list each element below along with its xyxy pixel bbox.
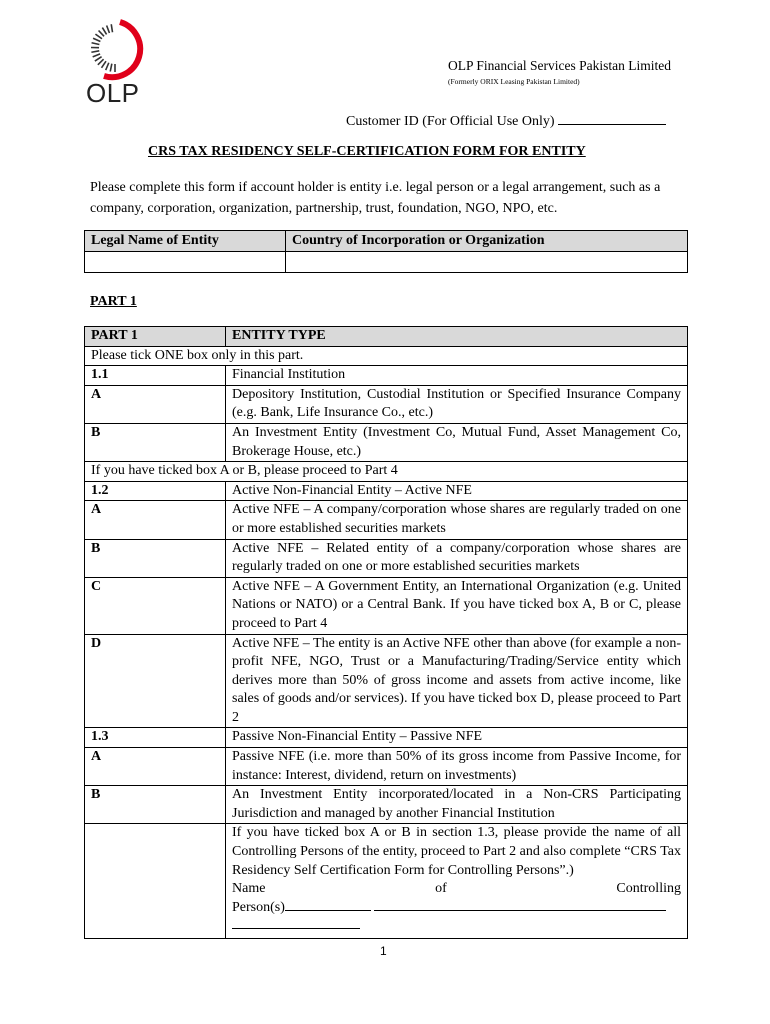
persons-blank-1[interactable] [285, 900, 371, 911]
section-1-2-row [85, 481, 688, 501]
option-text: Active NFE – A company/corporation whose shares are regularly traded on one or more established securities markets [226, 501, 688, 539]
proceed-text: If you have ticked box A or B, please proceed to Part 4 [85, 462, 688, 482]
option-row[interactable] [85, 748, 688, 786]
entity-type-table [84, 326, 688, 939]
customer-id-label: Customer ID (For Official Use Only) [346, 114, 555, 129]
persons-input-line [232, 899, 681, 918]
option-row[interactable] [85, 577, 688, 634]
controlling-persons-note: If you have ticked box A or B in section 1.3, please provide the name of all Controlling Persons of the entity, proceed to Part 2 and also complete “CRS Tax Residency Self Certification Form for Controlling Persons”.) [232, 825, 681, 878]
option-text: Passive NFE (i.e. more than 50% of its gross income from Passive Income, for instance: Interest, dividend, return on investments) [226, 748, 688, 786]
form-title: CRS TAX RESIDENCY SELF-CERTIFICATION FORM FOR ENTITY [148, 144, 586, 159]
customer-id-blank[interactable] [558, 113, 666, 125]
option-checkbox-label[interactable]: A [85, 748, 226, 786]
instruction-row [85, 346, 688, 366]
persons-blank-3[interactable] [232, 918, 360, 929]
option-checkbox-label[interactable]: C [85, 577, 226, 634]
option-row[interactable] [85, 501, 688, 539]
legal-name-header: Legal Name of Entity [85, 231, 286, 252]
option-text: Active NFE – The entity is an Active NFE other than above (for example a non-profit NFE, NGO, Trust or a Manufacturing/Trading/Service entity which derives more than 50% of gross income and assets from active income, like sales of goods and/or services). If you have ticked box D, please proceed to Part 2 [226, 634, 688, 728]
section-number: 1.3 [85, 728, 226, 748]
country-header: Country of Incorporation or Organization [286, 231, 688, 252]
legal-name-input-cell[interactable] [85, 252, 286, 273]
section-title: Passive Non-Financial Entity – Passive NFE [226, 728, 688, 748]
logo-dot [102, 61, 106, 68]
of-word: of [435, 881, 447, 897]
option-text: Active NFE – Related entity of a company/corporation whose shares are regularly traded on one or more established securities markets [226, 539, 688, 577]
persons-blank-2[interactable] [374, 900, 666, 911]
option-text: An Investment Entity (Investment Co, Mutual Fund, Asset Management Co, Brokerage House, etc.) [226, 423, 688, 461]
country-input-cell[interactable] [286, 252, 688, 273]
option-text: An Investment Entity incorporated/located in a Non-CRS Participating Jurisdiction and managed by another Financial Institution [226, 786, 688, 824]
option-checkbox-label[interactable]: A [85, 385, 226, 423]
logo-dot [102, 28, 106, 35]
controlling-persons-cell [226, 824, 688, 939]
option-text: Depository Institution, Custodial Institution or Specified Insurance Company (e.g. Bank, Life Insurance Co., etc.) [226, 385, 688, 423]
option-row[interactable] [85, 385, 688, 423]
logo-dot [110, 64, 112, 72]
controlling-word: Controlling [616, 881, 681, 897]
logo-dot [92, 43, 100, 45]
logo-dot-ring [91, 24, 115, 72]
name-word: Name [232, 881, 266, 897]
section-1-3-row [85, 728, 688, 748]
option-checkbox-label[interactable]: B [85, 539, 226, 577]
logo-red-arc [104, 22, 140, 77]
logo-dot [95, 57, 102, 61]
controlling-persons-row [85, 824, 688, 939]
logo-dot [98, 59, 104, 65]
option-checkbox-label[interactable]: B [85, 423, 226, 461]
persons-input-line-2 [232, 917, 681, 938]
section-number: 1.1 [85, 366, 226, 386]
persons-label: Person(s) [232, 899, 285, 915]
company-name: OLP Financial Services Pakistan Limited [448, 58, 671, 73]
part1-heading: PART 1 [90, 294, 137, 309]
logo-dot [111, 24, 112, 32]
table-header-row [85, 327, 688, 347]
header-entity-type: ENTITY TYPE [226, 327, 688, 347]
option-checkbox-label[interactable]: B [85, 786, 226, 824]
option-row[interactable] [85, 786, 688, 824]
option-checkbox-label[interactable]: A [85, 501, 226, 539]
option-row[interactable] [85, 539, 688, 577]
section-title: Active Non-Financial Entity – Active NFE [226, 481, 688, 501]
name-label-line [232, 880, 681, 899]
section-1-1-row [85, 366, 688, 386]
logo-dot [99, 31, 104, 37]
logo-dot [91, 51, 99, 52]
customer-id-field [346, 113, 666, 130]
intro-text: Please complete this form if account holder is entity i.e. legal person or a legal arrangement, such as a company, corporation, organization, partnership, trust, foundation, NGO, NPO, etc. [90, 180, 661, 216]
option-row[interactable] [85, 423, 688, 461]
option-checkbox-label[interactable]: D [85, 634, 226, 728]
logo-text: OLP [86, 78, 140, 108]
logo-dot [93, 38, 100, 41]
company-formerly: (Formerly ORIX Leasing Pakistan Limited) [448, 77, 580, 86]
logo-dot [106, 63, 109, 70]
option-row[interactable] [85, 634, 688, 728]
header-part: PART 1 [85, 327, 226, 347]
proceed-row [85, 462, 688, 482]
legal-name-table [84, 230, 688, 273]
logo-dot [107, 26, 110, 33]
logo-dot [95, 34, 102, 39]
option-text: Active NFE – A Government Entity, an International Organization (e.g. United Nations or NATO) or a Central Bank. If you have ticked box A, B or C, please proceed to Part 4 [226, 577, 688, 634]
empty-cell [85, 824, 226, 939]
instruction-text: Please tick ONE box only in this part. [85, 346, 688, 366]
logo-dot [93, 54, 100, 57]
page-number: 1 [380, 944, 387, 958]
section-title: Financial Institution [226, 366, 688, 386]
section-number: 1.2 [85, 481, 226, 501]
